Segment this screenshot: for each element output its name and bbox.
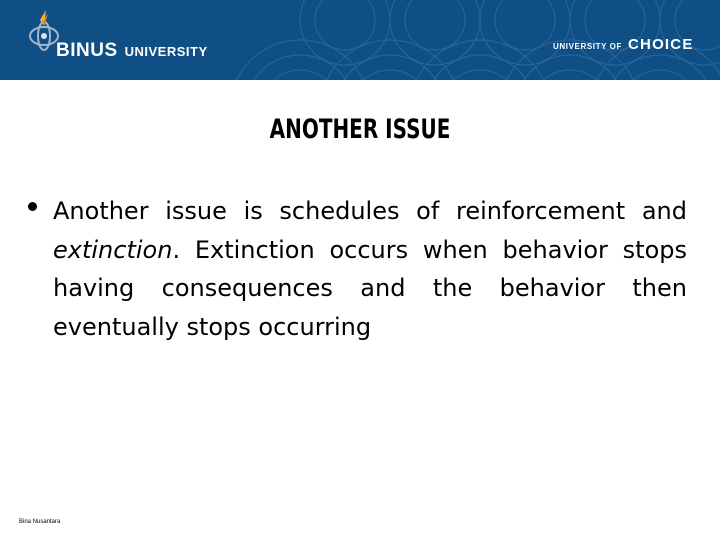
slide-title: ANOTHER ISSUE: [269, 114, 451, 145]
brand-logo: [56, 40, 208, 62]
bullet-line-2-rest: . Extinction occurs when behavior stops: [172, 235, 687, 264]
bullet-line-2: [53, 231, 687, 270]
italic-term: extinction: [53, 235, 173, 264]
bullet-text: [53, 192, 687, 346]
bullet-line-3: having consequences and the behavior then: [53, 274, 687, 302]
brand-suffix: UNIVERSITY: [124, 44, 208, 59]
tagline-big: CHOICE: [628, 36, 694, 53]
bullet-line-1: Another issue is schedules of reinforcement and: [53, 197, 687, 225]
brand-name: BINUS: [56, 40, 118, 61]
bullet-line-4: eventually stops occurring: [53, 312, 372, 341]
tagline-small: UNIVERSITY OF: [553, 42, 622, 51]
tagline: [553, 36, 694, 53]
bullet-icon: [28, 202, 37, 211]
footer-text: Bina Nusantara: [19, 519, 61, 525]
slide-header: [0, 0, 720, 80]
